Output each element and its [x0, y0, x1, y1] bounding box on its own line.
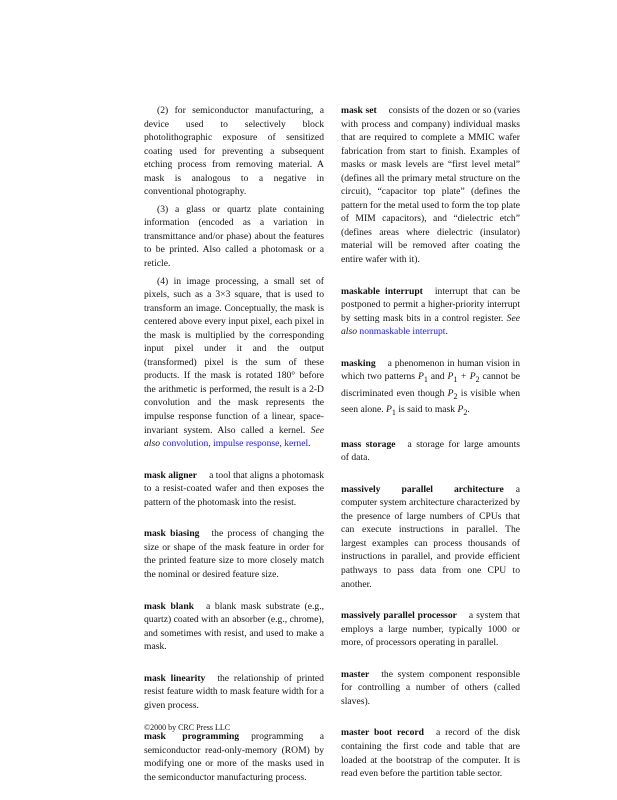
mask-definition-3: (3) a glass or quartz plate containing information (encoded as a variation in transmittance and/or phase) about the features to be printed. Also called a photomask or a reticle. — [144, 203, 324, 270]
entry-mask-programming — [144, 730, 324, 784]
right-column — [341, 104, 520, 781]
term: massively parallel processor — [341, 610, 457, 622]
punctuation: . — [308, 438, 311, 450]
entry-mask-biasing — [144, 527, 324, 581]
term: maskable interrupt — [341, 285, 423, 297]
subscript: 2 — [463, 408, 468, 418]
term: mask programming — [144, 731, 240, 743]
mask-definition-4-text: (4) in image processing, a small set of pixels, such as a 3×3 square, that is used to transform an image. Conceptually, the mask is centered above every input pixel, each pixel in the mask is multiplied by the corresponding input pixel under it and the output (transformed) pixel is the sum of these products. If the mask is rotated 180° before the arithmetic is performed, the result is a 2-D convolution and the mask represents the impulse response function of a linear, space-invariant system. Also called a kernel. — [144, 275, 324, 436]
term: masking — [341, 357, 376, 369]
subscript: 2 — [475, 375, 480, 385]
symbol-p2: P — [447, 387, 454, 399]
subscript: 1 — [391, 408, 396, 418]
entry-master-boot-record — [341, 726, 520, 780]
definition: interrupt that can be postponed to permit a higher-priority interrupt by setting mask bits in a control register. — [341, 285, 521, 324]
see-also-label: See also — [144, 424, 324, 450]
definition: a record of the disk containing the first code and table that are loaded at the bootstrap of the computer. It is read even before the partition table sector. — [341, 727, 520, 780]
symbol-plus-p2: + P — [457, 371, 476, 383]
definition: a storage for large amounts of data. — [341, 438, 520, 464]
symbol-p1: P — [417, 371, 424, 383]
term: mask blank — [144, 600, 194, 612]
see-also-link-convolution[interactable]: convolution, impulse response, kernel — [162, 438, 309, 450]
term: master — [341, 668, 370, 680]
definition-part: a phenomenon in human vision in which two patterns — [341, 357, 520, 383]
definition-part: is said to mask — [398, 404, 456, 416]
definition: the relationship of printed resist feature width to mask feature width for a given process. — [144, 672, 324, 711]
term: massively parallel architecture — [341, 483, 504, 495]
entry-massively-parallel-architecture — [341, 483, 520, 591]
term: mask biasing — [144, 528, 200, 540]
see-also-label: See also — [341, 312, 520, 338]
definition: the process of changing the size or shape of the mask feature in order for the printed feature size to more closely match the nominal or desired feature size. — [144, 528, 324, 580]
term: mask aligner — [144, 469, 198, 481]
punctuation: . — [467, 404, 470, 416]
symbol-p1: P — [386, 404, 392, 416]
definition: consists of the dozen or so (varies with process and company) individual masks that are required to complete a MMIC wafer fabrication from start to finish. Examples of masks or mask levels are “first level metal” (defines all the primary metal structure on the circuit), “capacitor top plate” (defines the pattern for the metal used to form the top plate of MIM capacitors), and “dielectric etch” (defines areas where dielectric (insulator) material will be removed after coating the entire wafer with it). — [341, 105, 520, 266]
punctuation: . — [445, 326, 448, 338]
entry-mask-set — [341, 104, 520, 267]
definition-part: is visible when seen alone. — [341, 387, 520, 416]
entry-mask-aligner — [144, 469, 324, 510]
definition-part: and — [430, 371, 445, 383]
entry-mass-storage — [341, 438, 520, 465]
definition: programming a semiconductor read-only-memory (ROM) by modifying one or more of the masks used in the semiconductor manufacturing process. — [144, 731, 324, 783]
entry-mask-blank — [144, 600, 324, 654]
subscript: 2 — [453, 391, 458, 401]
definition: a computer system architecture characterized by the presence of large numbers of CPUs that can execute instructions in parallel. The largest examples can process thousands of instructions in parallel, and provide efficient pathways to pass data from one CPU to another. — [341, 483, 520, 590]
entry-mask-linearity — [144, 672, 324, 713]
symbol-p1: P — [447, 371, 454, 383]
entry-master — [341, 668, 520, 709]
subscript: 1 — [453, 375, 458, 385]
left-column — [144, 104, 324, 785]
definition: a blank mask substrate (e.g., quartz) coated with an absorber (e.g., chrome), and sometimes with resist, and used to make a mask. — [144, 600, 325, 653]
symbol-p2: P — [457, 404, 464, 416]
definition: the system component responsible for controlling a number of others (called slaves). — [341, 668, 520, 707]
definition: a tool that aligns a photomask to a resist-coated wafer and then exposes the pattern of the photomask into the resist. — [144, 469, 324, 508]
mask-definition-4 — [144, 275, 324, 451]
term: mask set — [341, 105, 377, 116]
subscript: 1 — [423, 375, 428, 385]
definition: a system that employs a large number, typically 1000 or more, of processors operating in parallel. — [341, 610, 520, 649]
see-also-link-nonmaskable-interrupt[interactable]: nonmaskable interrupt — [359, 326, 446, 338]
entry-maskable-interrupt — [341, 285, 520, 339]
copyright-footer: ©2000 by CRC Press LLC — [144, 723, 231, 732]
term: mask linearity — [144, 672, 206, 684]
term: master boot record — [341, 727, 424, 739]
entry-massively-parallel-processor — [341, 609, 520, 650]
entry-masking — [341, 357, 520, 420]
definition-part: cannot be discriminated even though — [341, 371, 521, 399]
term: mass storage — [341, 438, 396, 450]
mask-definition-2: (2) for semiconductor manufacturing, a device used to selectively block photolithographic exposure of sensitized coating used for preventing a subsequent etching process from removing material. A mask is analogous to a negative in conventional photography. — [144, 105, 324, 198]
